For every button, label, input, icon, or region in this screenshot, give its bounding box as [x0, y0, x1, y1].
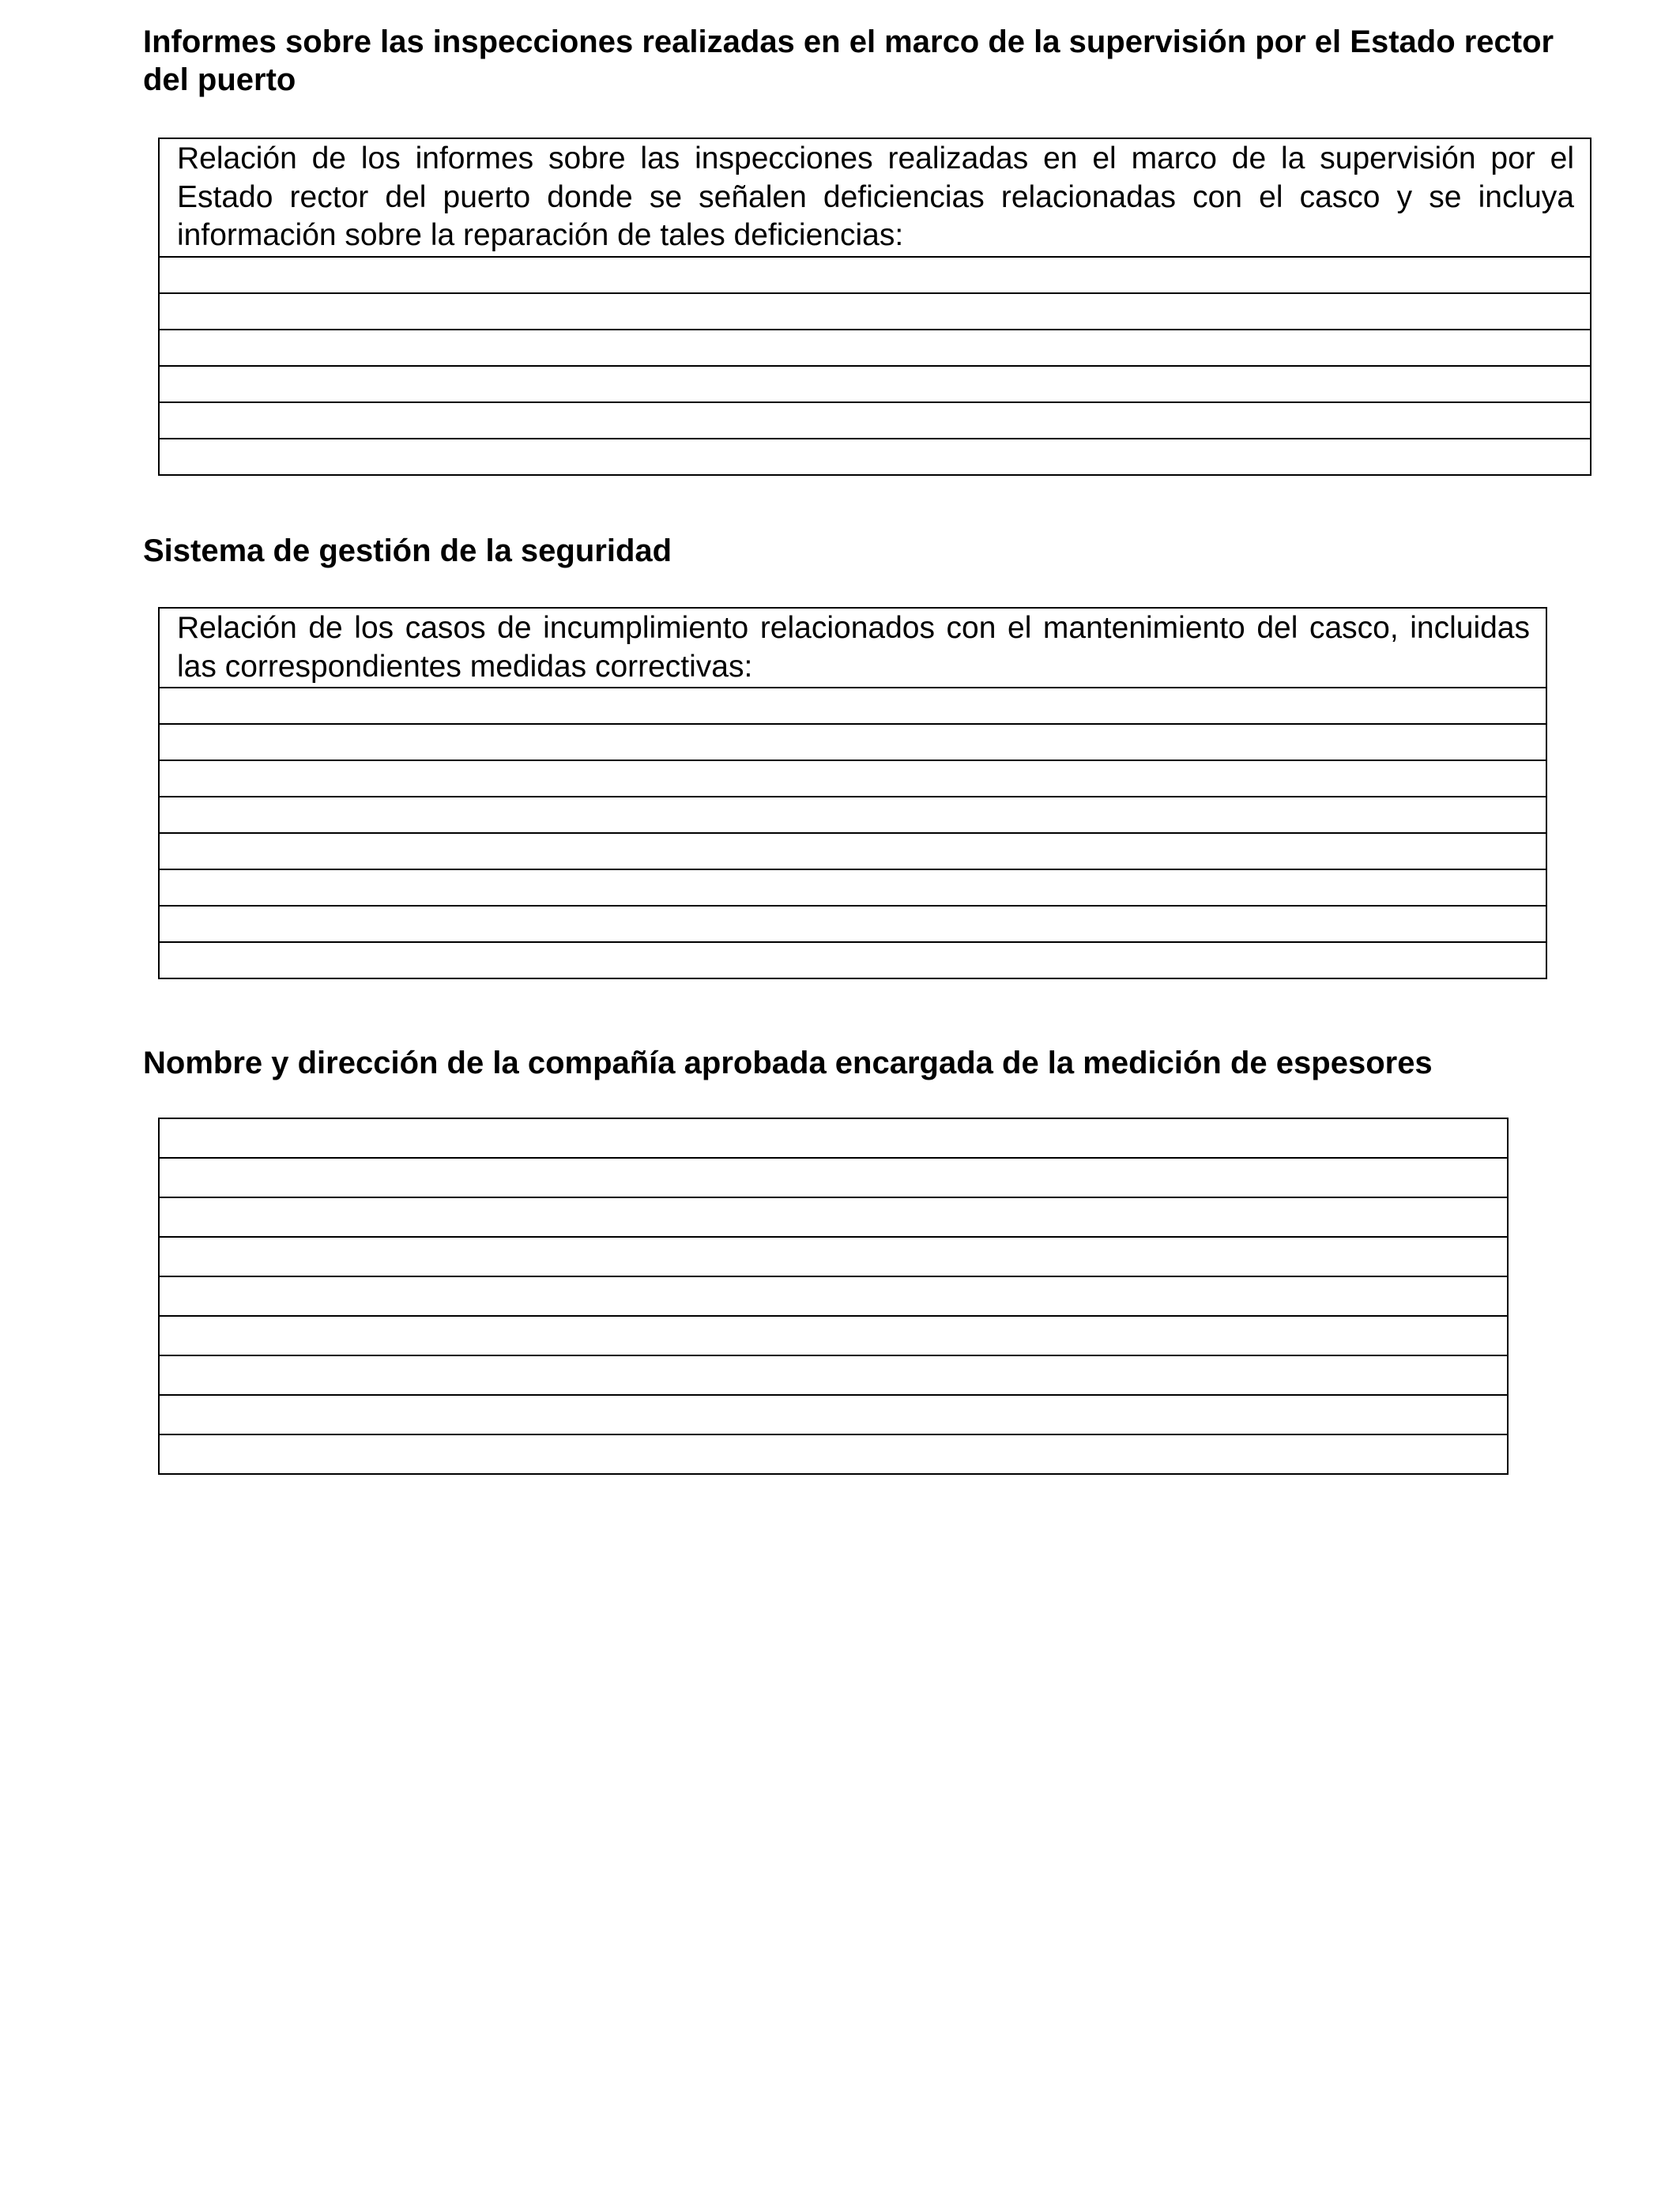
blank-entry-cell[interactable] — [159, 1237, 1508, 1276]
blank-entry-cell[interactable] — [159, 1197, 1508, 1237]
table-row — [159, 724, 1546, 760]
table-caption: Relación de los casos de incumplimiento relacionados con el mantenimiento del casco, incluidas las correspondientes medidas correctivas: — [159, 608, 1546, 688]
section-heading-thickness-measurement-company: Nombre y dirección de la compañía aprobada encargada de la medición de espesores — [143, 1046, 1433, 1080]
blank-entry-cell[interactable] — [159, 942, 1546, 978]
blank-entry-cell[interactable] — [159, 366, 1591, 402]
table-row — [159, 402, 1591, 439]
table-row — [159, 942, 1546, 978]
blank-entry-cell[interactable] — [159, 833, 1546, 869]
table-row — [159, 1237, 1508, 1276]
blank-entry-cell[interactable] — [159, 688, 1546, 724]
blank-entry-cell[interactable] — [159, 439, 1591, 475]
blank-entry-cell[interactable] — [159, 1395, 1508, 1434]
table-row — [159, 257, 1591, 293]
table-caption: Relación de los informes sobre las inspecciones realizadas en el marco de la supervisión por el Estado rector del puerto donde se señalen deficiencias relacionadas con el casco y se incluya información sobre la reparación de tales deficiencias: — [159, 138, 1591, 257]
table-row — [159, 1355, 1508, 1395]
blank-entry-cell[interactable] — [159, 724, 1546, 760]
table-row — [159, 366, 1591, 402]
blank-entry-cell[interactable] — [159, 1158, 1508, 1197]
blank-entry-cell[interactable] — [159, 869, 1546, 906]
table-row — [159, 1197, 1508, 1237]
thickness-measurement-company-table — [158, 1118, 1509, 1475]
psc-inspection-reports-table — [158, 138, 1591, 476]
table-row — [159, 439, 1591, 475]
blank-entry-cell[interactable] — [159, 760, 1546, 797]
blank-entry-cell[interactable] — [159, 1316, 1508, 1355]
table-row — [159, 1434, 1508, 1474]
table-body — [159, 138, 1591, 475]
table-row — [159, 293, 1591, 330]
blank-entry-cell[interactable] — [159, 330, 1591, 366]
blank-entry-cell[interactable] — [159, 906, 1546, 942]
table-row — [159, 1276, 1508, 1316]
table-row — [159, 760, 1546, 797]
table-row — [159, 869, 1546, 906]
table-row — [159, 1158, 1508, 1197]
blank-entry-cell[interactable] — [159, 1355, 1508, 1395]
table-row — [159, 833, 1546, 869]
table-row — [159, 1395, 1508, 1434]
blank-entry-cell[interactable] — [159, 797, 1546, 833]
table-row — [159, 906, 1546, 942]
table-row — [159, 688, 1546, 724]
blank-entry-cell[interactable] — [159, 257, 1591, 293]
table-row — [159, 1316, 1508, 1355]
table-caption-row — [159, 608, 1546, 688]
blank-entry-cell[interactable] — [159, 1276, 1508, 1316]
table-row — [159, 330, 1591, 366]
table-body — [159, 608, 1546, 978]
table-row — [159, 797, 1546, 833]
table-row — [159, 1118, 1508, 1158]
table-body — [159, 1118, 1508, 1474]
non-conformities-table — [158, 607, 1547, 979]
section-heading-safety-management: Sistema de gestión de la seguridad — [143, 533, 672, 568]
blank-entry-cell[interactable] — [159, 1434, 1508, 1474]
blank-entry-cell[interactable] — [159, 293, 1591, 330]
blank-entry-cell[interactable] — [159, 402, 1591, 439]
section-heading-psc-inspections: Informes sobre las inspecciones realizadas en el marco de la supervisión por el Estado rector del puerto — [143, 25, 1554, 97]
table-caption-row — [159, 138, 1591, 257]
blank-entry-cell[interactable] — [159, 1118, 1508, 1158]
